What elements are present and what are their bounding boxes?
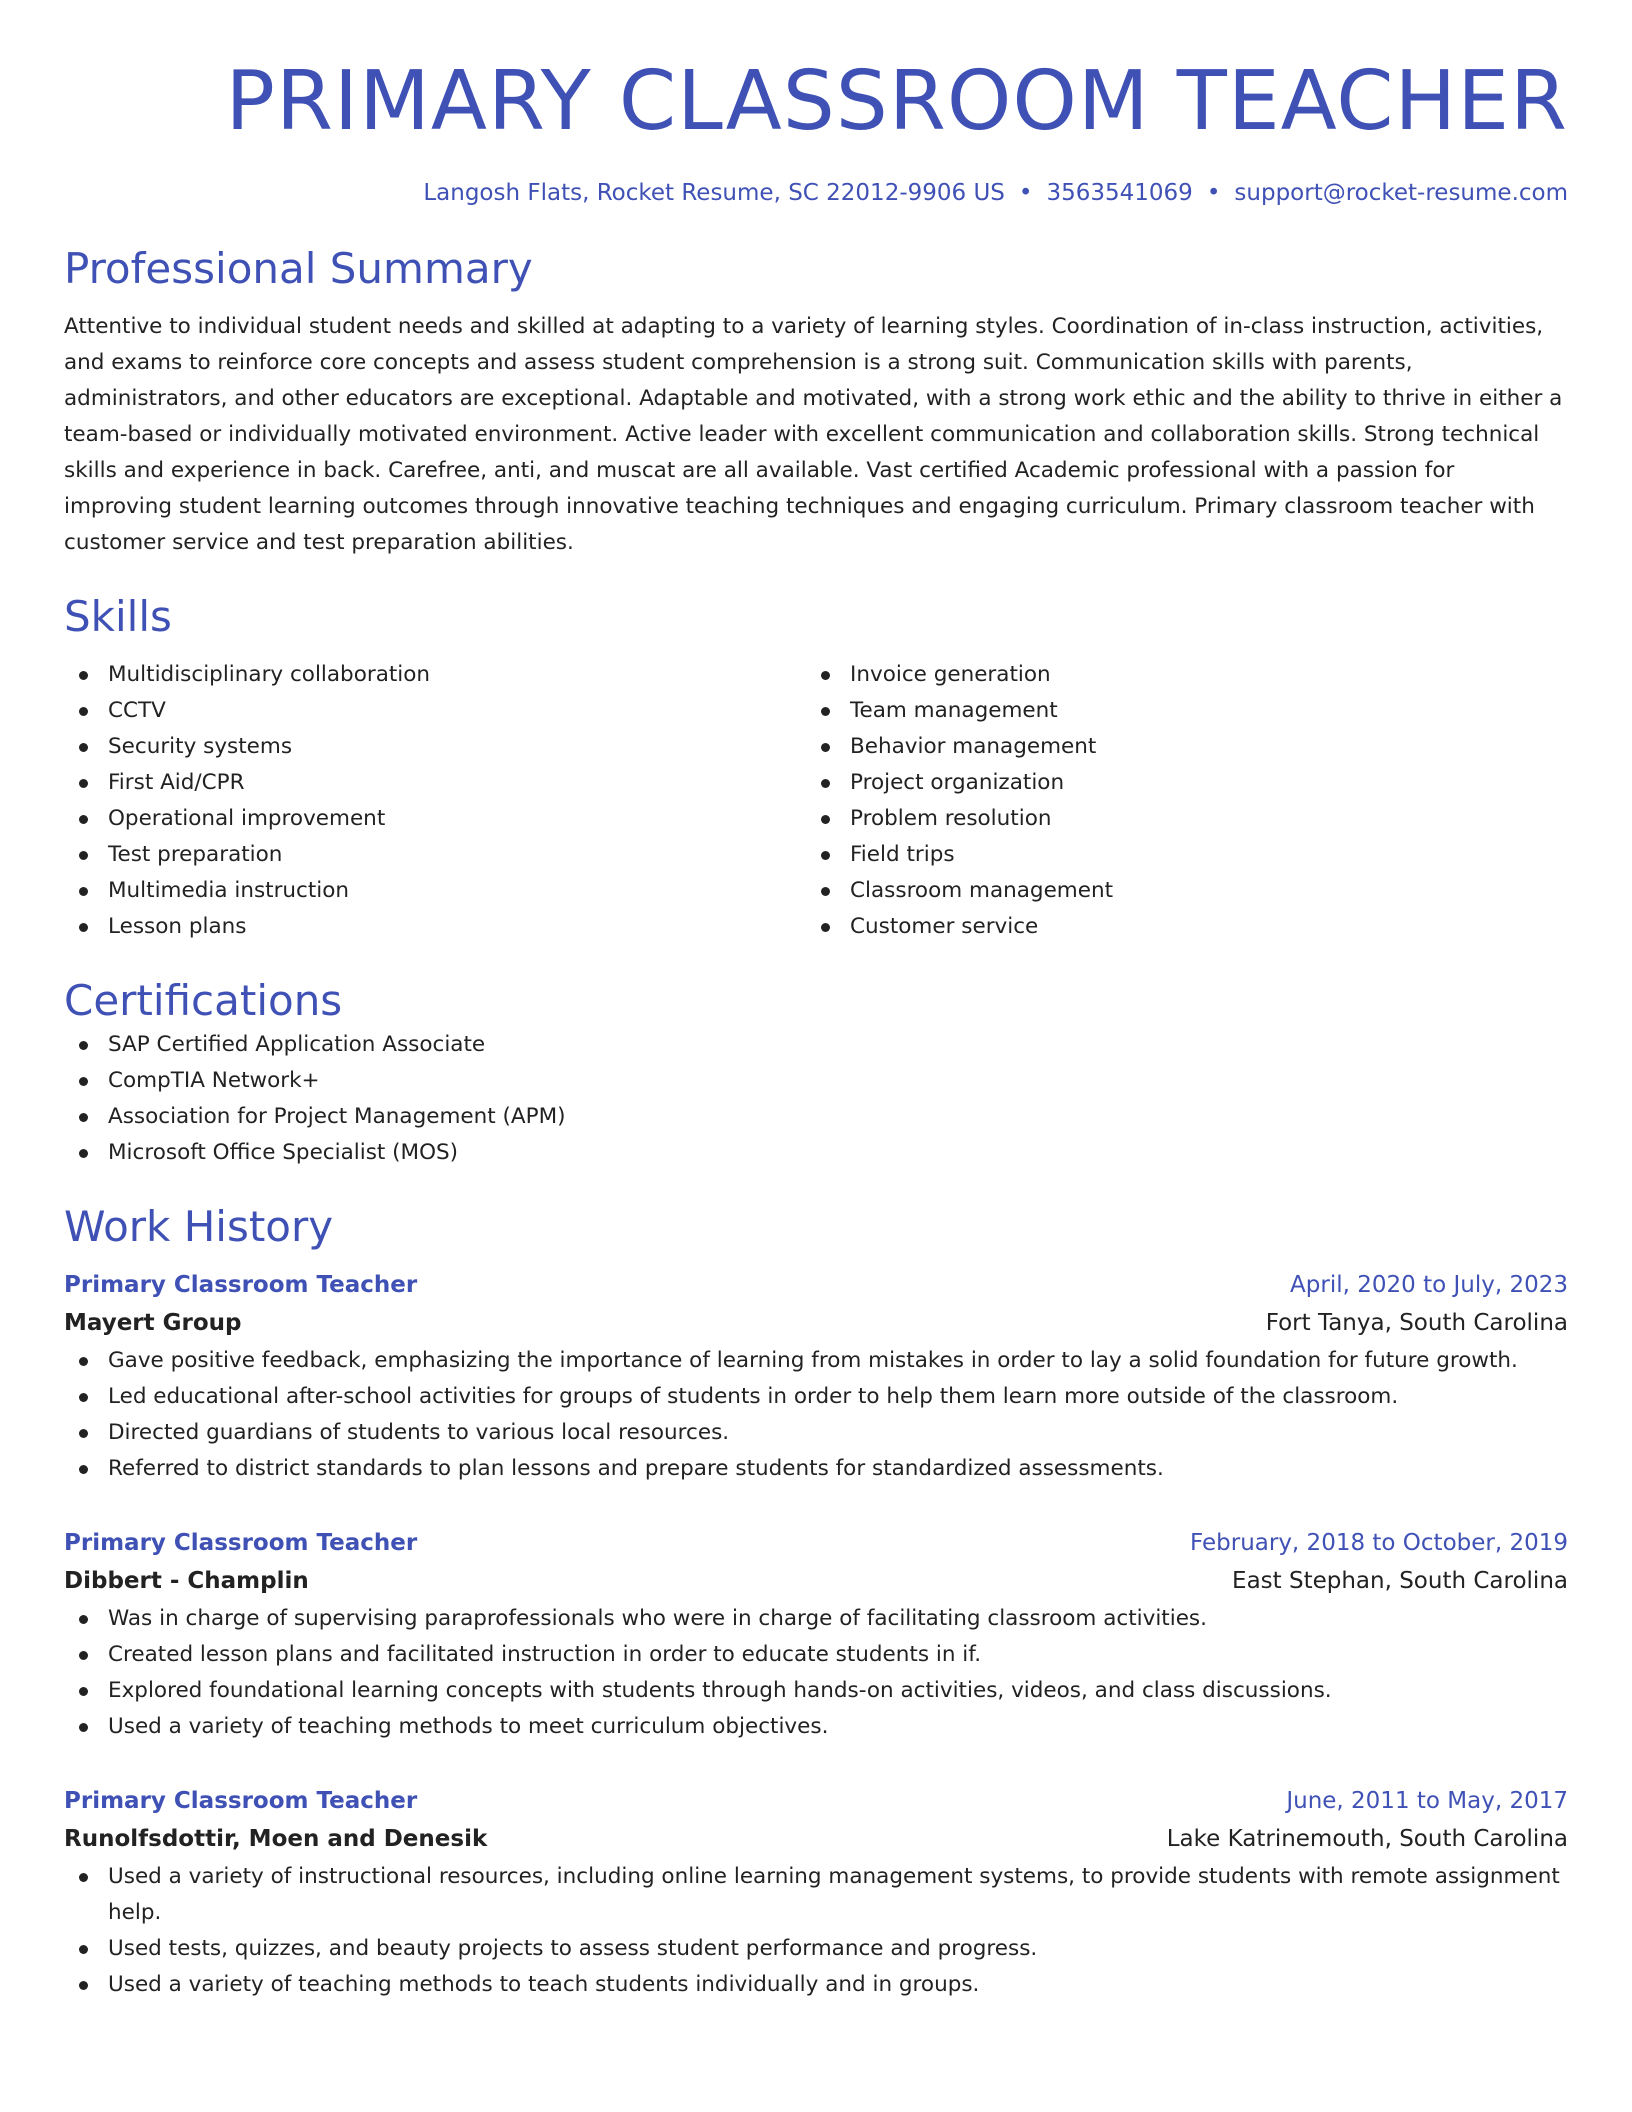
list-item <box>806 657 1548 693</box>
job-entry <box>64 1525 1568 1745</box>
list-item <box>64 729 806 765</box>
list-item <box>64 837 806 873</box>
job-header-row <box>64 1267 1568 1303</box>
list-item <box>806 801 1548 837</box>
bullet-icon <box>79 1651 88 1660</box>
job-bullet-text: Created lesson plans and facilitated instruction in order to educate students in if. <box>108 1642 982 1667</box>
certification-text: Association for Project Management (APM) <box>108 1104 566 1129</box>
bullet-icon <box>79 743 88 752</box>
skill-text: Invoice generation <box>850 662 1051 687</box>
skill-text: CCTV <box>108 698 166 723</box>
summary-text: Attentive to individual student needs and skilled at adapting to a variety of learning styles. Coordination of in-class instruction, activities, and exams to reinforce core concepts and assess student comprehension is a strong suit. Communication skills with parents, administrators, and other educators are exceptional. Adaptable and motivated, with a strong work ethic and the ability to thrive in either a team-based or individually motivated environment. Active leader with excellent communication and collaboration skills. Strong technical skills and experience in back. Carefree, anti, and muscat are all available. Vast certified Academic professional with a passion for improving student learning outcomes through innovative teaching techniques and engaging curriculum. Primary classroom teacher with customer service and test preparation abilities. <box>64 314 1563 555</box>
job-bullet-text: Was in charge of supervising paraprofessionals who were in charge of facilitating classroom activities. <box>108 1606 1207 1631</box>
job-bullets <box>64 1343 1568 1487</box>
list-item <box>806 693 1548 729</box>
job-dates: April, 2020 to July, 2023 <box>1290 1272 1568 1298</box>
list-item <box>64 801 806 837</box>
skill-text: First Aid/CPR <box>108 770 245 795</box>
list-item <box>64 1673 1568 1709</box>
list-item <box>806 765 1548 801</box>
bullet-icon <box>79 1149 88 1158</box>
job-entry <box>64 1783 1568 2003</box>
contact-separator: • <box>1206 180 1221 206</box>
bullet-icon <box>79 887 88 896</box>
list-item <box>64 1415 1568 1451</box>
skills-list-left <box>64 657 806 945</box>
certification-text: CompTIA Network+ <box>108 1068 320 1093</box>
resume-header <box>64 52 1568 208</box>
list-item <box>64 1859 1568 1931</box>
skills-list-right <box>806 657 1548 945</box>
bullet-icon <box>79 1429 88 1438</box>
job-bullet-text: Gave positive feedback, emphasizing the importance of learning from mistakes in order to lay a solid foundation for future growth. <box>108 1348 1518 1373</box>
skill-text: Field trips <box>850 842 955 867</box>
bullet-icon <box>79 815 88 824</box>
bullet-icon <box>79 779 88 788</box>
bullet-icon <box>79 1981 88 1990</box>
job-bullet-text: Used a variety of instructional resources, including online learning management systems, to provide students with remote assignment help. <box>108 1864 1560 1925</box>
list-item <box>64 1967 1568 2003</box>
job-entry <box>64 1267 1568 1487</box>
skills-columns <box>64 657 1568 945</box>
bullet-icon <box>79 1393 88 1402</box>
job-bullet-text: Explored foundational learning concepts with students through hands-on activities, videos, and class discussions. <box>108 1678 1332 1703</box>
list-item <box>806 729 1548 765</box>
bullet-icon <box>821 779 830 788</box>
list-item <box>64 1027 1568 1063</box>
job-bullet-text: Referred to district standards to plan lessons and prepare students for standardized assessments. <box>108 1456 1164 1481</box>
job-company: Dibbert - Champlin <box>64 1568 309 1594</box>
bullet-icon <box>821 707 830 716</box>
contact-line <box>64 178 1568 208</box>
skill-text: Project organization <box>850 770 1065 795</box>
skill-text: Test preparation <box>108 842 283 867</box>
job-title: Primary Classroom Teacher <box>64 1530 418 1556</box>
job-title: Primary Classroom Teacher <box>64 1788 418 1814</box>
skill-text: Behavior management <box>850 734 1097 759</box>
list-item <box>64 1451 1568 1487</box>
list-item <box>64 1709 1568 1745</box>
job-location: Lake Katrinemouth, South Carolina <box>1166 1826 1568 1852</box>
certifications-section <box>64 975 1568 1171</box>
list-item <box>64 873 806 909</box>
candidate-name: PRIMARY CLASSROOM TEACHER <box>225 54 1568 149</box>
job-bullet-text: Led educational after-school activities for groups of students in order to help them learn more outside of the classroom. <box>108 1384 1399 1409</box>
list-item <box>64 909 806 945</box>
skills-section <box>64 591 1568 945</box>
contact-address: Langosh Flats, Rocket Resume, SC 22012-9906 US <box>423 180 1005 206</box>
job-company: Mayert Group <box>64 1310 242 1336</box>
skill-text: Team management <box>850 698 1058 723</box>
bullet-icon <box>79 1873 88 1882</box>
bullet-icon <box>79 851 88 860</box>
bullet-icon <box>821 671 830 680</box>
job-bullets <box>64 1601 1568 1745</box>
list-item <box>64 1063 1568 1099</box>
bullet-icon <box>79 1113 88 1122</box>
bullet-icon <box>79 1465 88 1474</box>
skill-text: Customer service <box>850 914 1039 939</box>
section-title-certifications: Certifications <box>64 976 343 1025</box>
bullet-icon <box>79 671 88 680</box>
contact-separator: • <box>1018 180 1033 206</box>
bullet-icon <box>79 707 88 716</box>
bullet-icon <box>79 1041 88 1050</box>
skills-column-right <box>806 657 1548 945</box>
skill-text: Lesson plans <box>108 914 247 939</box>
skill-text: Problem resolution <box>850 806 1052 831</box>
work-history-section <box>64 1201 1568 2003</box>
certification-text: SAP Certified Application Associate <box>108 1032 486 1057</box>
list-item <box>64 657 806 693</box>
bullet-icon <box>821 923 830 932</box>
job-company-row <box>64 1561 1568 1601</box>
job-bullet-text: Directed guardians of students to various local resources. <box>108 1420 730 1445</box>
job-bullet-text: Used tests, quizzes, and beauty projects to assess student performance and progress. <box>108 1936 1038 1961</box>
job-bullet-text: Used a variety of teaching methods to meet curriculum objectives. <box>108 1714 829 1739</box>
job-dates: June, 2011 to May, 2017 <box>1286 1788 1568 1814</box>
bullet-icon <box>821 815 830 824</box>
contact-phone: 3563541069 <box>1046 180 1193 206</box>
skill-text: Operational improvement <box>108 806 386 831</box>
certification-text: Microsoft Office Specialist (MOS) <box>108 1140 459 1165</box>
list-item <box>806 873 1548 909</box>
bullet-icon <box>821 743 830 752</box>
section-title-summary: Professional Summary <box>64 244 533 293</box>
list-item <box>64 1135 1568 1171</box>
section-title-work-history: Work History <box>64 1202 334 1251</box>
list-item <box>64 765 806 801</box>
bullet-icon <box>79 1945 88 1954</box>
list-item <box>64 1931 1568 1967</box>
bullet-icon <box>79 1615 88 1624</box>
job-location: Fort Tanya, South Carolina <box>1265 1310 1568 1336</box>
job-company: Runolfsdottir, Moen and Denesik <box>64 1826 488 1852</box>
job-location: East Stephan, South Carolina <box>1232 1568 1568 1594</box>
list-item <box>64 1099 1568 1135</box>
job-bullet-text: Used a variety of teaching methods to teach students individually and in groups. <box>108 1972 980 1997</box>
job-dates: February, 2018 to October, 2019 <box>1190 1530 1568 1556</box>
list-item <box>64 1343 1568 1379</box>
job-bullets <box>64 1859 1568 2003</box>
job-title: Primary Classroom Teacher <box>64 1272 418 1298</box>
list-item <box>64 1601 1568 1637</box>
job-company-row <box>64 1819 1568 1859</box>
contact-email: support@rocket-resume.com <box>1234 180 1568 206</box>
skill-text: Classroom management <box>850 878 1114 903</box>
bullet-icon <box>79 1687 88 1696</box>
job-header-row <box>64 1783 1568 1819</box>
list-item <box>64 693 806 729</box>
skills-column-left <box>64 657 806 945</box>
bullet-icon <box>79 1077 88 1086</box>
skill-text: Security systems <box>108 734 293 759</box>
job-header-row <box>64 1525 1568 1561</box>
bullet-icon <box>821 887 830 896</box>
skill-text: Multimedia instruction <box>108 878 350 903</box>
skill-text: Multidisciplinary collaboration <box>108 662 431 687</box>
job-company-row <box>64 1303 1568 1343</box>
list-item <box>806 909 1548 945</box>
list-item <box>806 837 1548 873</box>
list-item <box>64 1637 1568 1673</box>
bullet-icon <box>79 1357 88 1366</box>
bullet-icon <box>79 923 88 932</box>
list-item <box>64 1379 1568 1415</box>
certifications-list <box>64 1027 1568 1171</box>
summary-section <box>64 243 1568 561</box>
section-title-skills: Skills <box>64 592 172 641</box>
bullet-icon <box>79 1723 88 1732</box>
bullet-icon <box>821 851 830 860</box>
